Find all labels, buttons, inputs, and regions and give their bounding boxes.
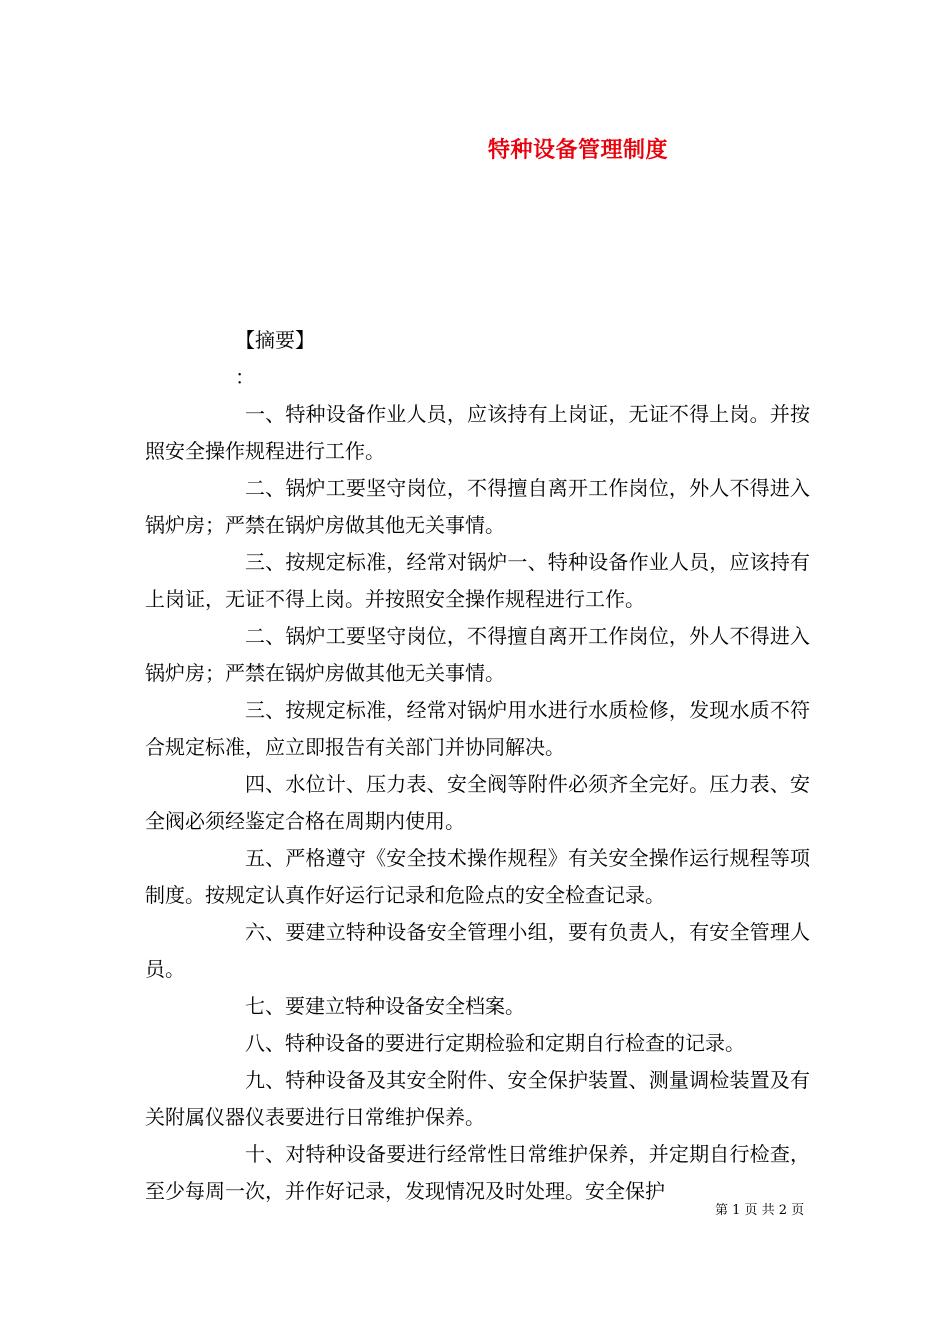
paragraph: 二、锅炉工要坚守岗位，不得擅自离开工作岗位，外人不得进入锅炉房；严禁在锅炉房做其他无关事情。 [145, 476, 810, 537]
paragraph: 八、特种设备的要进行定期检验和定期自行检查的记录。 [245, 1031, 745, 1055]
paragraph: 五、严格遵守《安全技术操作规程》有关安全操作运行规程等项制度。按规定认真作好运行记录和危险点的安全检查记录。 [145, 846, 810, 907]
document-body [145, 322, 810, 1210]
paragraph: 六、要建立特种设备安全管理小组，要有负责人，有安全管理人员。 [145, 920, 810, 981]
paragraph: 二、锅炉工要坚守岗位，不得擅自离开工作岗位，外人不得进入锅炉房；严禁在锅炉房做其他无关事情。 [145, 624, 810, 685]
paragraph: 七、要建立特种设备安全档案。 [245, 994, 525, 1018]
page-number: 第 1 页 共 2 页 [715, 1203, 805, 1218]
paragraph: 一、特种设备作业人员，应该持有上岗证，无证不得上岗。并按照安全操作规程进行工作。 [145, 402, 810, 463]
abstract-label: 【摘要】 [235, 328, 315, 352]
abstract-colon: ： [235, 365, 255, 389]
paragraph: 九、特种设备及其安全附件、安全保护装置、测量调检装置及有关附属仪器仪表要进行日常维护保养。 [145, 1068, 810, 1129]
document-title: 特种设备管理制度 [488, 137, 669, 163]
paragraph: 四、水位计、压力表、安全阀等附件必须齐全完好。压力表、安全阀必须经鉴定合格在周期内使用。 [145, 772, 810, 833]
paragraph: 三、按规定标准，经常对锅炉用水进行水质检修，发现水质不符合规定标准，应立即报告有关部门并协同解决。 [145, 698, 810, 759]
paragraph: 十、对特种设备要进行经常性日常维护保养，并定期自行检查，至少每周一次，并作好记录，发现情况及时处理。安全保护 [145, 1142, 810, 1203]
paragraph: 三、按规定标准，经常对锅炉一、特种设备作业人员，应该持有上岗证，无证不得上岗。并按照安全操作规程进行工作。 [145, 550, 810, 611]
